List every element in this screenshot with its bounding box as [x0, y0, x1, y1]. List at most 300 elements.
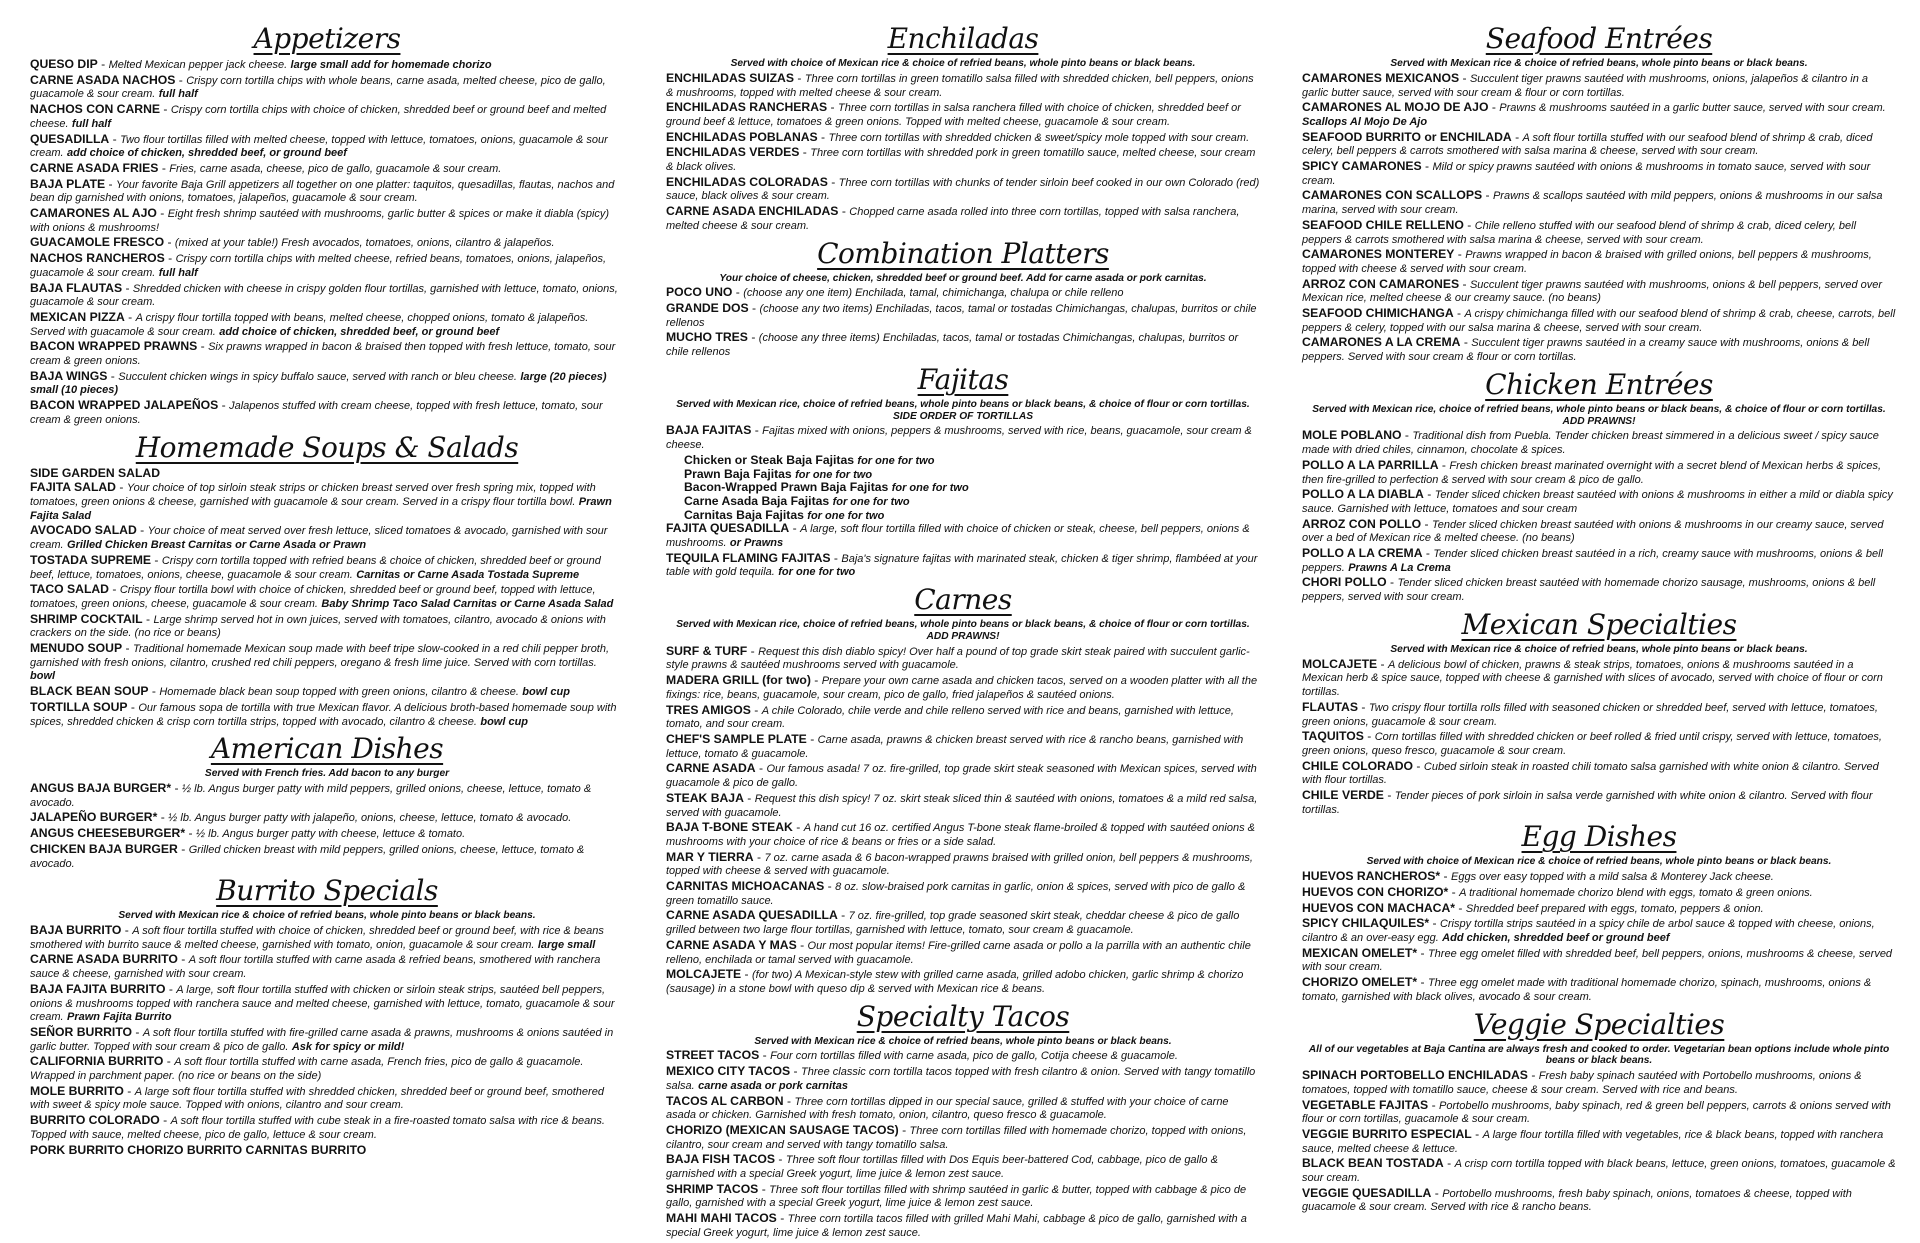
- item-name: NACHOS RANCHEROS: [30, 251, 165, 266]
- item-name: ENCHILADAS RANCHERAS: [666, 100, 828, 115]
- menu-item: STREET TACOS - Four corn tortillas filled with carne asada, pico de gallo, Cotija cheese & guacamole.: [666, 1048, 1178, 1063]
- section-combination-platters: [666, 237, 1260, 359]
- menu-item: CARNE ASADA NACHOS - Crispy corn tortilla chips with whole beans, carne asada, melted cheese, pico de gallo, guacamole & sour cream. full half: [30, 72, 606, 101]
- item-name: BAJA FAJITAS: [666, 423, 752, 438]
- menu-item: SHRIMP TACOS - Three soft flour tortillas filled with shrimp sautéed in garlic & butter, topped with cabbage & pico de gallo, garnished with a special Greek yogurt, lime juice & lemon zest sauce.: [666, 1181, 1247, 1210]
- menu-item: ENCHILADAS COLORADAS - Three corn tortillas with chunks of tender sirloin beef cooked in our own Colorado (red) sauce, black olives & sour cream.: [666, 174, 1260, 203]
- item-name: FLAUTAS: [1302, 699, 1358, 714]
- section-note: Served with Mexican rice, choice of refried beans, whole pinto beans or black beans, & choice of flour or corn tortillas. ADD PRAWNS!: [676, 619, 1250, 642]
- item-name: ENCHILADAS VERDES: [666, 145, 800, 160]
- menu-item: [684, 481, 1260, 495]
- item-name: CHORIZO (MEXICAN SAUSAGE TACOS): [666, 1122, 899, 1137]
- item-name: TAQUITOS: [1302, 729, 1364, 744]
- item-description: ½ lb. Angus burger patty with mild peppers, grilled onions, cheese, lettuce, tomato & avocado.: [30, 783, 592, 809]
- section-specialty-tacos: [666, 1000, 1260, 1240]
- section-note: Served with Mexican rice, choice of refried beans, whole pinto beans or black beans, & choice of flour or corn tortillas. SIDE ORDER OF TORTILLAS: [676, 398, 1250, 422]
- section-title: Enchiladas: [887, 22, 1039, 55]
- item-name: MEXICAN PIZZA: [30, 309, 125, 324]
- section-appetizers: [30, 22, 624, 427]
- section-title: Chicken Entrées: [1485, 367, 1713, 401]
- menu-item: FAJITA SALAD - Your choice of top sirloin steak strips or chicken breast served over fresh spring mix, topped with tomatoes, green onions & cheese, garnished with guacamole & sour cream. Served in a crispy flour tortilla bowl. Prawn Fajita Salad: [30, 480, 612, 522]
- section-enchiladas: [666, 22, 1260, 233]
- item-description: Three soft flour tortillas filled with shrimp sautéed in garlic & butter, topped with cabbage & pico de gallo, garnished with a special Greek yogurt, lime juice & lemon zest sauce.: [666, 1183, 1247, 1210]
- item-description: Crispy corn tortilla chips with melted cheese, refried beans, tomatoes, onions, jalapeños, guacamole & sour cream.: [30, 253, 607, 279]
- item-name: BLACK BEAN TOSTADA: [1302, 1156, 1444, 1171]
- menu-item: FLAUTAS - Two crispy flour tortilla rolls filled with seasoned chicken or shredded beef, served with lettuce, tomatoes, green onions, guacamole & sour cream.: [1302, 699, 1878, 728]
- item-name: JALAPEÑO BURGER*: [30, 810, 158, 825]
- item-name: TRES AMIGOS: [666, 702, 751, 717]
- menu-item: ENCHILADAS POBLANAS - Three corn tortillas with shredded chicken & sweet/spicy mole topped with sour cream.: [666, 129, 1250, 144]
- section-seafood-entr-es: [1302, 22, 1896, 364]
- menu-item: BACON WRAPPED JALAPEÑOS - Jalapenos stuffed with cream cheese, topped with fresh lettuce, tomato, sour cream & green onions.: [30, 398, 603, 426]
- item-description: A large, soft flour tortilla filled with choice of chicken or steak, cheese, bell peppers, onions & mushrooms.: [666, 523, 1250, 550]
- item-options: add choice of chicken, shredded beef, or ground beef: [219, 325, 500, 338]
- item-description: Carne asada, prawns & chicken breast served with rice & rancho beans, garnished with lettuce, tomato & guacamole.: [666, 733, 1244, 760]
- menu-item: CHILE VERDE - Tender pieces of pork sirloin in salsa verde garnished with white onion & cilantro. Served with flour tortillas.: [1302, 788, 1873, 816]
- item-name: SEAFOOD CHILE RELLENO: [1302, 217, 1464, 232]
- menu-item: CAMARONES AL AJO - Eight fresh shrimp sautéed with mushrooms, garlic butter & spices or make it diabla (spicy) with onions & mushrooms!: [30, 206, 610, 234]
- item-description: Three corn tortillas with shredded chicken & sweet/spicy mole topped with sour cream.: [828, 131, 1250, 144]
- menu-item: CAMARONES CON SCALLOPS - Prawns & scallops sautéed with mild peppers, onions & mushrooms in our salsa marina, served with sour cream.: [1302, 188, 1883, 217]
- item-description: Prawns & scallops sautéed with mild peppers, onions & mushrooms in our salsa marina, served with sour cream.: [1302, 190, 1883, 217]
- item-name: CARNE ASADA NACHOS: [30, 72, 176, 87]
- item-name: PORK BURRITO CHORIZO BURRITO CARNITAS BURRITO: [30, 1142, 367, 1157]
- item-description: Chile relleno stuffed with our seafood blend of shrimp & crab, diced celery, bell peppers & carrots smothered with salsa marina & cheese, served with sour cream.: [1302, 219, 1857, 246]
- menu-item: HUEVOS CON MACHACA* - Shredded beef prepared with eggs, tomato, peppers & onion.: [1302, 900, 1764, 915]
- item-description: Prawns wrapped in bacon & braised with grilled onions, bell peppers & mushrooms, topped with cheese & served with sour cream.: [1302, 249, 1872, 275]
- menu-item: STEAK BAJA - Request this dish spicy! 7 oz. skirt steak sliced thin & sautéed with onions, tomatoes & a mild red salsa, served with guacamole.: [666, 790, 1258, 819]
- item-description: A crisp corn tortilla topped with black beans, lettuce, green onions, tomatoes, guacamole & sour cream.: [1302, 1158, 1896, 1185]
- item-description: Four corn tortillas filled with carne asada, pico de gallo, Cotija cheese & guacamole.: [770, 1050, 1178, 1063]
- section-note: Served with Mexican rice & choice of refried beans, whole pinto beans or black beans.: [1390, 58, 1808, 69]
- item-description: Tender sliced chicken breast sautéed with onions & mushrooms in either a mild or diabla spicy sauce. Garnished with lettuce, tomatoes and sour cream: [1302, 489, 1893, 515]
- item-name: MAHI MAHI TACOS: [666, 1211, 777, 1226]
- menu-item: TRES AMIGOS - A chile Colorado, chile verde and chile relleno served with rice and beans, garnished with lettuce, tomato, and sour cream.: [666, 702, 1234, 731]
- menu-column-1: [30, 22, 624, 1243]
- section-fajitas: [666, 363, 1260, 579]
- item-description: A large soft flour tortilla stuffed with shredded chicken, shredded beef or ground beef, smothered with sweet & spicy mole sauce. Topped with onions, cilantro and sour cream.: [30, 1085, 604, 1112]
- menu-item: SEAFOOD CHIMICHANGA - A crispy chimichanga filled with our seafood blend of shrimp & crab, cheese, carrots, bell peppers & celery, topped with our salsa marina & cheese, served with sour cream.: [1302, 306, 1896, 334]
- menu-item: [30, 467, 624, 480]
- menu-item: [684, 468, 1260, 482]
- item-description: Portobello mushrooms, fresh baby spinach, onions, tomatoes & cheese, topped with guacamole & sour cream. Served with rice & rancho beans.: [1302, 1187, 1852, 1214]
- item-name: MENUDO SOUP: [30, 641, 123, 656]
- item-description: Homemade black bean soup topped with green onions, cilantro & cheese.: [159, 686, 519, 699]
- menu-item: [30, 1144, 624, 1157]
- menu-item: CHORIZO OMELET* - Three egg omelet made with traditional homemade chorizo, spinach, mushrooms, onions & tomato, garnished with black olives, avocado & sour cream.: [1302, 975, 1872, 1003]
- menu-item: BAJA FLAUTAS - Shredded chicken with cheese in crispy golden flour tortillas, garnished with lettuce, tomato, onions, guacamole & sour cream.: [30, 280, 618, 309]
- item-options: Grilled Chicken Breast Carnitas or Carne Asada or Prawn: [67, 539, 367, 552]
- menu-item: BURRITO COLORADO - A soft flour tortilla stuffed with cube steak in a fire-roasted tomato salsa with rice & beans. Topped with sauce, melted cheese, pico de gallo, lettuce & sour cream.: [30, 1113, 605, 1141]
- item-description: A crispy chimichanga filled with our seafood blend of shrimp & crab, cheese, carrots, bell peppers & celery, topped with our salsa marina & cheese, served with sour cream.: [1302, 308, 1896, 334]
- menu-item: BAJA WINGS - Succulent chicken wings in spicy buffalo sauce, served with ranch or bleu cheese. large (20 pieces) small (10 pieces): [30, 368, 607, 397]
- item-name: CHILE VERDE: [1302, 788, 1384, 803]
- item-description: (choose any three items) Enchiladas, tacos, tamal or tostadas Chimichangas, chalupas, burritos or chile rellenos: [666, 332, 1239, 359]
- menu-item: CAMARONES A LA CREMA - Succulent tiger prawns sautéed in a creamy sauce with mushrooms, onions & bell peppers. Served with sour cream & flour or corn tortillas.: [1302, 335, 1870, 364]
- item-name: TEQUILA FLAMING FAJITAS: [666, 550, 831, 565]
- menu-item: BAJA FAJITA BURRITO - A large, soft flour tortilla stuffed with chicken or sirloin steak strips, sautéed bell peppers, onions & mushrooms topped with ranchera sauce and melted cheese, garnished with lettuce, tomato, guacamole & sour cream. Prawn Fajita Burrito: [30, 981, 615, 1024]
- menu-item: ENCHILADAS RANCHERAS - Three corn tortillas in salsa ranchera filled with choice of chicken, shredded beef or ground beef & lettuce, tomatoes & green onions. Topped with melted cheese, guacamole & sour cream.: [666, 100, 1241, 128]
- item-name: Prawn Baja Fajitas: [684, 466, 792, 481]
- item-options: Add chicken, shredded beef or ground beef: [1442, 932, 1670, 945]
- item-description: Three egg omelet made with traditional homemade chorizo, spinach, mushrooms, onions & tomato, garnished with black olives, avocado & sour cream.: [1302, 977, 1872, 1003]
- item-description: Three egg omelet filled with shredded beef, bell peppers, onions, mushrooms & cheese, served with sour cream.: [1302, 947, 1893, 974]
- item-description: Three corn tortillas in salsa ranchera filled with choice of chicken, shredded beef or ground beef & lettuce, tomatoes & green onions. Topped with melted cheese, guacamole & sour cream.: [666, 102, 1241, 128]
- item-description: Fajitas mixed with onions, peppers & mushrooms, served with rice, beans, guacamole, sour cream & cheese.: [666, 425, 1252, 452]
- section-note: Served with choice of Mexican rice & choice of refried beans, whole pinto beans or black beans.: [1366, 856, 1832, 868]
- item-description: Six prawns wrapped in bacon & braised then topped with fresh lettuce, tomato, sour cream & green onions.: [30, 341, 616, 368]
- item-name: POLLO A LA DIABLA: [1302, 487, 1424, 502]
- menu-item: BAJA T-BONE STEAK - A hand cut 16 oz. certified Angus T-bone steak flame-broiled & topped with sautéed onions & mushrooms with your choice of rice & beans or fries or a side salad.: [666, 820, 1255, 848]
- item-description: Traditional dish from Puebla. Tender chicken breast simmered in a delicious sweet / spicy sauce made with dried chiles, cinnamon, chocolate & spices.: [1302, 430, 1879, 457]
- menu-item: AVOCADO SALAD - Your choice of meat served over fresh lettuce, sliced tomatoes & avocado, garnished with sour cream. Grilled Chicken Breast Carnitas or Carne Asada or Prawn: [30, 523, 608, 552]
- item-name: SPICY CAMARONES: [1302, 159, 1422, 174]
- section-homemade-soups-salads: [30, 431, 624, 729]
- item-description: A soft flour tortilla stuffed with cube steak in a fire-roasted tomato salsa with rice & beans. Topped with sauce, melted cheese, pico de gallo, lettuce & sour cream.: [30, 1115, 605, 1141]
- item-description: Prawns & mushrooms sautéed in a garlic butter sauce, served with sour cream.: [1499, 102, 1886, 115]
- item-name: MEXICAN OMELET*: [1302, 945, 1418, 960]
- item-name: CAMARONES MONTEREY: [1302, 247, 1455, 262]
- item-description: Fresh baby spinach sautéed with Portobello mushrooms, onions & tomatoes, topped with tomatillo sauce, cheese & sour cream. Served with rice and beans.: [1302, 1070, 1862, 1096]
- item-name: POLLO A LA CREMA: [1302, 546, 1423, 561]
- menu-item: CAMARONES MONTEREY - Prawns wrapped in bacon & braised with grilled onions, bell peppers & mushrooms, topped with cheese & served with sour cream.: [1302, 247, 1872, 275]
- section-title: Fajitas: [917, 362, 1009, 396]
- item-name: SPICY CHILAQUILES*: [1302, 916, 1430, 931]
- item-description: Your favorite Baja Grill appetizers all together on one platter: taquitos, quesadillas, flautas, nachos and bean dip garnished with onions, tomatoes, jalapeños, guacamole & sour cream.: [30, 178, 615, 205]
- item-name: HUEVOS RANCHEROS*: [1302, 869, 1441, 884]
- item-description: Eight fresh shrimp sautéed with mushrooms, garlic butter & spices or make it diabla (spicy) with onions & mushrooms!: [30, 208, 610, 234]
- menu-item: TORTILLA SOUP - Our famous sopa de tortilla with true Mexican flavor. A delicious broth-based homemade soup with spices, shredded chicken & crisp corn tortilla strips, topped with avocado, cilantro & cheese. bowl cup: [30, 699, 617, 728]
- item-name: ENCHILADAS COLORADAS: [666, 174, 828, 189]
- item-options: Ask for spicy or mild!: [291, 1040, 405, 1053]
- item-description: Shredded beef prepared with eggs, tomato, peppers & onion.: [1465, 902, 1764, 915]
- menu-item: CAMARONES MEXICANOS - Succulent tiger prawns sautéed with mushrooms, onions, jalapeños & cilantro in a garlic butter sauce, served with sour cream & flour or corn tortillas.: [1302, 70, 1868, 99]
- item-name: BAJA BURRITO: [30, 923, 122, 938]
- item-name: FAJITA SALAD: [30, 480, 116, 495]
- item-description: Three corn tortillas filled with homemade chorizo, topped with onions, cilantro, sour cream and served with tangy tomatillo salsa.: [666, 1124, 1247, 1151]
- item-name: CARNE ASADA: [666, 761, 756, 776]
- menu-item: CHORI POLLO - Tender sliced chicken breast sautéed with homemade chorizo sausage, mushrooms, onions & bell peppers, served with sour cream.: [1302, 575, 1876, 604]
- section-title: Seafood Entrées: [1485, 22, 1713, 55]
- menu-item: VEGGIE QUESADILLA - Portobello mushrooms, fresh baby spinach, onions, tomatoes & cheese, topped with guacamole & sour cream. Served with rice & rancho beans.: [1302, 1185, 1852, 1214]
- menu-item: BACON WRAPPED PRAWNS - Six prawns wrapped in bacon & braised then topped with fresh lettuce, tomato, sour cream & green onions.: [30, 339, 616, 368]
- item-description: Our most popular items! Fire-grilled carne asada or pollo a la parrilla with an authentic chile relleno, enchilada or tamal served with guacamole.: [666, 939, 1251, 966]
- menu-item: CHORIZO (MEXICAN SAUSAGE TACOS) - Three corn tortillas filled with homemade chorizo, topped with onions, cilantro, sour cream and served with tangy tomatillo salsa.: [666, 1122, 1247, 1151]
- item-description: Three corn tortillas in green tomatillo salsa filled with shredded chicken, bell peppers, onions & mushrooms, topped with melted cheese & sour cream.: [666, 72, 1254, 99]
- item-options: carne asada or pork carnitas: [698, 1079, 848, 1092]
- item-name: CARNE ASADA Y MAS: [666, 937, 797, 952]
- item-description: A soft flour tortilla stuffed with carne asada, French fries, pico de gallo & guacamole. Wrapped in parchment paper. (no rice or beans on the side): [30, 1056, 584, 1083]
- item-description: Tender pieces of pork sirloin in salsa verde garnished with white onion & cilantro. Served with flour tortillas.: [1302, 790, 1873, 816]
- item-description: Your choice of top sirloin steak strips or chicken breast served over fresh spring mix, topped with tomatoes, green onions & cheese, garnished with guacamole & sour cream. Served in a crispy flour tortilla bowl.: [30, 482, 596, 508]
- item-name: SIDE GARDEN SALAD: [30, 465, 161, 480]
- menu-item: BAJA PLATE - Your favorite Baja Grill appetizers all together on one platter: taquitos, quesadillas, flautas, nachos and bean dip garnished with onions, tomatoes, jalapeños, guacamole & sour cream.: [30, 176, 615, 205]
- item-description: A chile Colorado, chile verde and chile relleno served with rice and beans, garnished with lettuce, tomato, and sour cream.: [666, 704, 1234, 731]
- menu-item: SPICY CAMARONES - Mild or spicy prawns sautéed with onions & mushrooms in tomato sauce, served with sour cream.: [1302, 159, 1871, 187]
- item-name: ANGUS BAJA BURGER*: [30, 781, 172, 796]
- item-description: Succulent tiger prawns sautéed in a creamy sauce with mushrooms, onions & bell peppers. Served with sour cream & flour or corn tortillas.: [1302, 337, 1870, 364]
- item-description: Fries, carne asada, cheese, pico de gallo, guacamole & sour cream.: [169, 162, 502, 175]
- menu-item: TACOS AL CARBON - Three corn tortillas dipped in our special sauce, grilled & stuffed with your choice of carne asada or chicken. Garnished with fresh tomato, onion, cilantro, queso fresco & guacamole.: [666, 1093, 1229, 1122]
- item-name: AVOCADO SALAD: [30, 523, 137, 538]
- item-name: Chicken or Steak Baja Fajitas: [684, 452, 855, 467]
- item-description: Prepare your own carne asada and chicken tacos, served on a wooden platter with all the fixings: rice, beans, guacamole, sour cream, pico de gallo, fried jalapeños & sautéed onions.: [666, 675, 1258, 701]
- item-name: CARNITAS MICHOACANAS: [666, 879, 825, 894]
- section-note: Served with Mexican rice & choice of refried beans, whole pinto beans or black beans.: [754, 1035, 1172, 1047]
- item-name: STREET TACOS: [666, 1048, 760, 1063]
- section-title: Mexican Specialties: [1461, 607, 1737, 641]
- item-name: BACON WRAPPED JALAPEÑOS: [30, 398, 219, 413]
- item-description: Request this dish diablo spicy! Over half a pound of top grade skirt steak paired with succulent garlic-style prawns & sautéed mushrooms served with guacamole.: [666, 645, 1250, 672]
- item-options: full half: [158, 266, 198, 279]
- menu-item: BAJA FISH TACOS - Three soft flour tortillas filled with Dos Equis beer-battered Cod, cabbage, pico de gallo & garnished with a special Greek yogurt, lime juice & lemon zest sauce.: [666, 1152, 1218, 1181]
- item-description: Grilled chicken breast with mild peppers, grilled onions, cheese, lettuce, tomato & avocado.: [30, 843, 585, 870]
- item-description: Request this dish spicy! 7 oz. skirt steak sliced thin & sautéed with onions, tomatoes & a mild red salsa, served with guacamole.: [666, 792, 1258, 819]
- item-name: CARNE ASADA ENCHILADAS: [666, 204, 839, 219]
- item-description: Large shrimp served hot in own juices, served with tomatoes, cilantro, avocado & onions with crackers on the side. (no rice or beans): [30, 613, 606, 640]
- item-description: Baja's signature fajitas with marinated steak, chicken & tiger shrimp, flambéed at your table with gold tequila.: [666, 552, 1258, 579]
- item-description: Eggs over easy topped with a mild salsa & Monterey Jack cheese.: [1451, 871, 1774, 884]
- menu-column-3: [1302, 22, 1896, 1243]
- item-name: CAMARONES CON SCALLOPS: [1302, 188, 1483, 203]
- section-note: Served with Mexican rice & choice of refried beans, whole pinto beans or black beans.: [1390, 643, 1808, 655]
- item-name: MEXICO CITY TACOS: [666, 1064, 791, 1079]
- item-name: SURF & TURF: [666, 643, 748, 658]
- item-name: CHORI POLLO: [1302, 575, 1387, 590]
- item-options: Prawn Fajita Burrito: [67, 1011, 172, 1024]
- section-title: Specialty Tacos: [856, 999, 1070, 1033]
- item-description: Shredded chicken with cheese in crispy golden flour tortillas, garnished with lettuce, tomato, onions, guacamole & sour cream.: [30, 282, 618, 309]
- section-note: All of our vegetables at Baja Cantina are always fresh and cooked to order. Vegetarian bean options include whole pinto beans or black beans.: [1308, 1043, 1890, 1067]
- section-title: Homemade Soups & Salads: [135, 430, 519, 464]
- item-options: large small add for homemade chorizo: [290, 59, 492, 71]
- menu-item: POCO UNO - (choose any one item) Enchilada, tamal, chimichanga, chalupa or chile relleno: [666, 285, 1124, 300]
- item-description: Two crispy flour tortilla rolls filled with seasoned chicken or shredded beef, served with lettuce, tomatoes, green onions, guacamole & sour cream.: [1302, 701, 1878, 728]
- item-options: for one for two: [857, 454, 935, 467]
- menu-item: MUCHO TRES - (choose any three items) Enchiladas, tacos, tamal or tostadas Chimichangas, chalupas, burritos or chile rellenos: [666, 330, 1239, 359]
- menu-item: GUACAMOLE FRESCO - (mixed at your table!) Fresh avocados, tomatoes, onions, cilantro & jalapeños.: [30, 235, 555, 250]
- item-name: ENCHILADAS POBLANAS: [666, 129, 818, 144]
- menu-item: ANGUS BAJA BURGER* - ½ lb. Angus burger patty with mild peppers, grilled onions, cheese, lettuce, tomato & avocado.: [30, 781, 592, 809]
- section-title: Egg Dishes: [1521, 820, 1677, 854]
- section-title: Carnes: [914, 583, 1012, 617]
- menu-item: SEAFOOD BURRITO or ENCHILADA - A soft flour tortilla stuffed with our seafood blend of shrimp & crab, diced celery, bell peppers & carrots smothered with salsa marina & cheese, served with sour cream.: [1302, 129, 1873, 158]
- item-name: BAJA FAJITA BURRITO: [30, 981, 166, 996]
- menu-item: BAJA BURRITO - A soft flour tortilla stuffed with choice of chicken, shredded beef or ground beef, with rice & beans smothered with burrito sauce & melted cheese, garnished with tomato, onion, guacamole & sour cream. large small: [30, 923, 604, 951]
- item-name: GRANDE DOS: [666, 301, 749, 316]
- menu-item: SURF & TURF - Request this dish diablo spicy! Over half a pound of top grade skirt steak paired with succulent garlic-style prawns & sautéed mushrooms served with guacamole.: [666, 643, 1250, 672]
- menu-item: QUESADILLA - Two flour tortillas filled with melted cheese, topped with lettuce, tomatoes, onions, guacamole & sour cream. add choice of chicken, shredded beef, or ground beef: [30, 131, 608, 160]
- menu-column-2: [666, 22, 1260, 1243]
- menu-item: CARNE ASADA FRIES - Fries, carne asada, cheese, pico de gallo, guacamole & sour cream.: [30, 160, 502, 175]
- menu-item: NACHOS RANCHEROS - Crispy corn tortilla chips with melted cheese, refried beans, tomatoes, onions, jalapeños, guacamole & sour cream. full half: [30, 251, 607, 279]
- item-description: Portobello mushrooms, baby spinach, red & green bell peppers, carrots & onions served with flour or corn tortillas, guacamole & sour cream.: [1302, 1099, 1891, 1126]
- item-description: Three corn tortillas with chunks of tender sirloin beef cooked in our own Colorado (red) sauce, black olives & sour cream.: [666, 176, 1260, 203]
- item-description: A soft flour tortilla stuffed with our seafood blend of shrimp & crab, diced celery, bell peppers & carrots smothered with salsa marina & cheese, served with sour cream.: [1302, 131, 1873, 158]
- menu-item: ANGUS CHEESEBURGER* - ½ lb. Angus burger patty with cheese, lettuce & tomato.: [30, 826, 466, 841]
- item-description: Succulent tiger prawns sautéed with mushrooms, onions & bell peppers, served over Mexican rice, melted cheese & our creamy sauce. (no beans): [1302, 278, 1883, 305]
- item-name: MAR Y TIERRA: [666, 849, 754, 864]
- item-name: SHRIMP COCKTAIL: [30, 611, 143, 626]
- item-options: for one for two: [832, 495, 910, 508]
- item-options: for one for two: [795, 468, 873, 481]
- item-name: CAMARONES AL MOJO DE AJO: [1302, 100, 1489, 115]
- menu-item: SPICY CHILAQUILES* - Crispy tortilla strips sautéed in a spicy chile de arbol sauce & topped with cheese, onions, cilantro & an over-easy egg. Add chicken, shredded beef or ground beef: [1302, 916, 1875, 945]
- section-mexican-specialties: [1302, 608, 1896, 817]
- item-name: TACOS AL CARBON: [666, 1093, 784, 1108]
- item-name: MOLCAJETE: [666, 967, 742, 982]
- menu-item: CHILE COLORADO - Cubed sirloin steak in roasted chili tomato salsa garnished with white onion & cilantro. Served with flour tortillas.: [1302, 758, 1879, 787]
- item-name: ANGUS CHEESEBURGER*: [30, 826, 186, 841]
- item-description: Three soft flour tortillas filled with Dos Equis beer-battered Cod, cabbage, pico de gallo & garnished with a special Greek yogurt, lime juice & lemon zest sauce.: [666, 1154, 1218, 1181]
- item-name: Carne Asada Baja Fajitas: [684, 493, 830, 508]
- menu-item: TAQUITOS - Corn tortillas filled with shredded chicken or beef rolled & fried until crispy, served with lettuce, tomatoes, green onions, queso fresco, guacamole & sour cream.: [1302, 729, 1882, 757]
- item-description: (mixed at your table!) Fresh avocados, tomatoes, onions, cilantro & jalapeños.: [174, 237, 555, 250]
- item-description: A delicious bowl of chicken, prawns & steak strips, tomatoes, onions & mushrooms sautéed in a Mexican herb & spice sauce, topped with cheese & garnished with slices of avocado, served with choice of flour or corn tortillas.: [1302, 658, 1883, 699]
- item-name: CAMARONES MEXICANOS: [1302, 70, 1460, 85]
- item-description: Our famous asada! 7 oz. fire-grilled, top grade skirt steak seasoned with Mexican spices, served with guacamole & pico de gallo.: [666, 763, 1257, 790]
- section-note: Served with Mexican rice, choice of refried beans, whole pinto beans or black beans, & choice of flour or corn tortillas. ADD PRAWNS!: [1312, 403, 1886, 427]
- item-options: bowl cup: [480, 715, 529, 728]
- section-burrito-specials: [30, 874, 624, 1156]
- menu-item: JALAPEÑO BURGER* - ½ lb. Angus burger patty with jalapeño, onions, cheese, lettuce, tomato & avocado.: [30, 810, 572, 825]
- item-description: Mild or spicy prawns sautéed with onions & mushrooms in tomato sauce, served with sour cream.: [1302, 161, 1871, 187]
- section-note: Your choice of cheese, chicken, shredded beef or ground beef. Add for carne asada or pork carnitas.: [719, 272, 1207, 284]
- menu-item: GRANDE DOS - (choose any two items) Enchiladas, tacos, tamal or tostadas Chimichangas, chalupas, burritos or chile rellenos: [666, 301, 1257, 329]
- item-description: Three corn tortillas with shredded pork in green tomatillo sauce, melted cheese, sour cream & black olives.: [666, 147, 1256, 174]
- item-options: for one for two: [778, 566, 856, 579]
- item-name: CHICKEN BAJA BURGER: [30, 841, 178, 856]
- item-options: Prawns A La Crema: [1348, 561, 1451, 574]
- item-name: QUESADILLA: [30, 131, 110, 146]
- section-note: Served with Mexican rice & choice of refried beans, whole pinto beans or black beans.: [118, 910, 536, 922]
- item-name: TACO SALAD: [30, 582, 109, 597]
- item-description: Crispy corn tortilla chips with whole beans, carne asada, melted cheese, pico de gallo, guacamole & sour cream.: [30, 74, 606, 101]
- menu-item: TOSTADA SUPREME - Crispy corn tortilla topped with refried beans & choice of chicken, shredded beef or ground beef, lettuce, tomatoes, onions, cheese, guacamole & sour cream. Carnitas or Carne Asada Tostada Supreme: [30, 552, 601, 581]
- section-carnes: [666, 583, 1260, 995]
- item-name: SHRIMP TACOS: [666, 1181, 759, 1196]
- item-description: Two flour tortillas filled with melted cheese, topped with lettuce, tomatoes, onions, guacamole & sour cream.: [30, 133, 608, 160]
- menu-item: SEAFOOD CHILE RELLENO - Chile relleno stuffed with our seafood blend of shrimp & crab, diced celery, bell peppers & carrots smothered with salsa marina & cheese, served with sour cream.: [1302, 217, 1857, 246]
- menu-item: BLACK BEAN TOSTADA - A crisp corn tortilla topped with black beans, lettuce, green onions, tomatoes, guacamole & sour cream.: [1302, 1156, 1896, 1185]
- item-description: A soft flour tortilla stuffed with fire-grilled carne asada & prawns, mushrooms & onions sautéed in garlic butter. Topped with sour cream & pico de gallo.: [30, 1026, 614, 1053]
- item-name: CHORIZO OMELET*: [1302, 975, 1418, 990]
- menu-item: TACO SALAD - Crispy flour tortilla bowl with choice of chicken, shredded beef or ground beef, topped with lettuce, tomatoes, green onions, cheese, guacamole & sour cream. Baby Shrimp Taco Salad Carnitas or Carne Asada Salad: [30, 582, 614, 610]
- item-description: 8 oz. slow-braised pork carnitas in garlic, onion & spices, served with pico de gallo & green tomatillo sauce.: [666, 881, 1246, 907]
- menu-item: CAMARONES AL MOJO DE AJO - Prawns & mushrooms sautéed in a garlic butter sauce, served with sour cream. Scallops Al Mojo De Ajo: [1302, 100, 1886, 128]
- menu-item: POLLO A LA PARRILLA - Fresh chicken breast marinated overnight with a secret blend of Mexican herbs & spices, then fire-grilled to perfection & served with sour cream & pico de gallo.: [1302, 457, 1882, 486]
- item-description: Our famous sopa de tortilla with true Mexican flavor. A delicious broth-based homemade soup with spices, shredded chicken & crisp corn tortilla strips, topped with avocado, cilantro & cheese.: [30, 701, 617, 728]
- menu-item: POLLO A LA DIABLA - Tender sliced chicken breast sautéed with onions & mushrooms in either a mild or diabla spicy sauce. Garnished with lettuce, tomatoes and sour cream: [1302, 487, 1893, 515]
- menu-item: CALIFORNIA BURRITO - A soft flour tortilla stuffed with carne asada, French fries, pico de gallo & guacamole. Wrapped in parchment paper. (no rice or beans on the side): [30, 1054, 584, 1083]
- item-name: SPINACH PORTOBELLO ENCHILADAS: [1302, 1068, 1528, 1083]
- item-description: (choose any one item) Enchilada, tamal, chimichanga, chalupa or chile relleno: [743, 287, 1124, 300]
- menu-item: MEXICO CITY TACOS - Three classic corn tortilla tacos topped with fresh cilantro & onion. Served with tangy tomatillo salsa. carne asada or pork carnitas: [666, 1064, 1256, 1092]
- item-name: BAJA T-BONE STEAK: [666, 820, 793, 835]
- item-name: BLACK BEAN SOUP: [30, 684, 149, 699]
- item-description: Fresh chicken breast marinated overnight with a secret blend of Mexican herbs & spices, then fire-grilled to perfection & served with sour cream & pico de gallo.: [1302, 459, 1882, 486]
- item-name: BAJA FLAUTAS: [30, 280, 123, 295]
- item-name: HUEVOS CON CHORIZO*: [1302, 884, 1449, 899]
- item-description: A large, soft flour tortilla stuffed with chicken or sirloin steak strips, sautéed bell peppers, onions & mushrooms topped with ranchera sauce and melted cheese, garnished with lettuce, tomato, guacamole & sour cream.: [30, 983, 615, 1024]
- menu-item: MAR Y TIERRA - 7 oz. carne asada & 6 bacon-wrapped prawns braised with grilled onion, bell peppers & mushrooms, topped with cheese & served with guacamole.: [666, 849, 1253, 878]
- section-title: Veggie Specialties: [1473, 1007, 1725, 1041]
- item-description: Melted Mexican pepper jack cheese.: [108, 59, 288, 71]
- menu-item: BAJA FAJITAS - Fajitas mixed with onions, peppers & mushrooms, served with rice, beans, guacamole, sour cream & cheese.: [666, 423, 1252, 452]
- item-description: ½ lb. Angus burger patty with cheese, lettuce & tomato.: [195, 828, 466, 841]
- item-options: full half: [71, 117, 112, 130]
- item-options: full half: [158, 88, 198, 101]
- item-name: QUESO DIP: [30, 57, 98, 71]
- menu-item: CARNITAS MICHOACANAS - 8 oz. slow-braised pork carnitas in garlic, onion & spices, served with pico de gallo & green tomatillo sauce.: [666, 879, 1246, 907]
- item-options: Scallops Al Mojo De Ajo: [1302, 115, 1428, 128]
- item-name: ARROZ CON CAMARONES: [1302, 276, 1460, 291]
- menu-item: ENCHILADAS SUIZAS - Three corn tortillas in green tomatillo salsa filled with shredded chicken, bell peppers, onions & mushrooms, topped with melted cheese & sour cream.: [666, 70, 1254, 99]
- item-description: 7 oz. carne asada & 6 bacon-wrapped prawns braised with grilled onion, bell peppers & mushrooms, topped with cheese & served with guacamole.: [666, 851, 1253, 878]
- menu-item: CARNE ASADA QUESADILLA - 7 oz. fire-grilled, top grade seasoned skirt steak, cheddar cheese & pico de gallo grilled between two large flour tortillas, garnished with lettuce, tomato, sour cream & guacamole.: [666, 908, 1240, 937]
- item-description: Traditional homemade Mexican soup made with beef tripe slow-cooked in a red chili pepper broth, garnished with fresh onions, cilantro, crushed red chili peppers, oregano & fresh lime juice. Served with corn tortillas.: [30, 643, 610, 669]
- item-description: Tender sliced chicken breast sautéed in a rich, creamy sauce with mushrooms, onions & bell peppers.: [1302, 548, 1883, 574]
- item-description: A soft flour tortilla stuffed with choice of chicken, shredded beef or ground beef, with rice & beans smothered with burrito sauce & melted cheese, garnished with tomato, onion, guacamole & sour cream.: [30, 925, 604, 951]
- item-name: CHILE COLORADO: [1302, 758, 1414, 773]
- menu-item: MOLE POBLANO - Traditional dish from Puebla. Tender chicken breast simmered in a delicious sweet / spicy sauce made with dried chiles, cinnamon, chocolate & spices.: [1302, 428, 1879, 457]
- item-name: BAJA PLATE: [30, 176, 106, 191]
- item-name: VEGETABLE FAJITAS: [1302, 1097, 1429, 1112]
- menu-item: SPINACH PORTOBELLO ENCHILADAS - Fresh baby spinach sautéed with Portobello mushrooms, onions & tomatoes, topped with tomatillo sauce, cheese & sour cream. Served with rice and beans.: [1302, 1068, 1862, 1096]
- item-description: (for two) A Mexican-style stew with grilled carne asada, grilled adobo chicken, garlic shrimp & chorizo (sausage) in a stone bowl with queso dip & served with Mexican rice & beans.: [666, 969, 1244, 995]
- item-description: Three corn tortillas dipped in our special sauce, grilled & stuffed with your choice of carne asada or chicken. Garnished with fresh tomato, onion, cilantro, queso fresco & guacamole.: [666, 1095, 1229, 1122]
- item-name: FAJITA QUESADILLA: [666, 521, 790, 536]
- item-description: Chopped carne asada rolled into three corn tortillas, topped with salsa ranchera, melted cheese & sour cream.: [666, 206, 1240, 232]
- item-name: MOLE POBLANO: [1302, 428, 1402, 443]
- item-name: CARNE ASADA QUESADILLA: [666, 908, 838, 923]
- section-egg-dishes: [1302, 820, 1896, 1003]
- item-description: Crispy corn tortilla chips with choice of chicken, shredded beef or ground beef and melted cheese.: [30, 104, 607, 130]
- item-description: Tender sliced chicken breast sautéed with onions & mushrooms in our creamy sauce, served over a bed of Mexican rice & melted cheese. (no beans): [1302, 518, 1884, 545]
- item-description: Crispy tortilla strips sautéed in a spicy chile de arbol sauce & topped with cheese, onions, cilantro & an over-easy egg.: [1302, 918, 1875, 945]
- menu-item: [684, 495, 1260, 509]
- item-description: ½ lb. Angus burger patty with jalapeño, onions, cheese, lettuce, tomato & avocado.: [168, 812, 572, 825]
- item-name: BAJA FISH TACOS: [666, 1152, 776, 1167]
- item-options: bowl: [30, 670, 56, 683]
- item-name: GUACAMOLE FRESCO: [30, 235, 165, 250]
- menu-item: MOLCAJETE - (for two) A Mexican-style stew with grilled carne asada, grilled adobo chicken, garlic shrimp & chorizo (sausage) in a stone bowl with queso dip & served with Mexican rice & beans.: [666, 967, 1244, 995]
- item-name: BAJA WINGS: [30, 368, 108, 383]
- item-name: TOSTADA SUPREME: [30, 552, 151, 567]
- item-name: BACON WRAPPED PRAWNS: [30, 339, 198, 354]
- item-name: VEGGIE BURRITO ESPECIAL: [1302, 1126, 1472, 1141]
- item-name: ENCHILADAS SUIZAS: [666, 70, 794, 85]
- item-name: SEAFOOD BURRITO or ENCHILADA: [1302, 129, 1512, 144]
- menu-item: NACHOS CON CARNE - Crispy corn tortilla chips with choice of chicken, shredded beef or ground beef and melted cheese. full half: [30, 102, 607, 130]
- menu-item: BLACK BEAN SOUP - Homemade black bean soup topped with green onions, cilantro & cheese. bowl cup: [30, 684, 570, 699]
- menu-item: ARROZ CON CAMARONES - Succulent tiger prawns sautéed with mushrooms, onions & bell peppers, served over Mexican rice, melted cheese & our creamy sauce. (no beans): [1302, 276, 1883, 305]
- section-note: Served with French fries. Add bacon to any burger: [204, 768, 450, 780]
- section-note: Served with choice of Mexican rice & choice of refried beans, whole pinto beans or black beans.: [730, 58, 1196, 69]
- section-veggie-specialties: [1302, 1008, 1896, 1215]
- menu-item: ENCHILADAS VERDES - Three corn tortillas with shredded pork in green tomatillo sauce, melted cheese, sour cream & black olives.: [666, 145, 1256, 174]
- menu-item: MEXICAN OMELET* - Three egg omelet filled with shredded beef, bell peppers, onions, mushrooms & cheese, served with sour cream.: [1302, 945, 1893, 974]
- section-title: Burrito Specials: [216, 874, 438, 908]
- menu-item: MOLCAJETE - A delicious bowl of chicken, prawns & steak strips, tomatoes, onions & mushrooms sautéed in a Mexican herb & spice sauce, topped with cheese & garnished with slices of avocado, served with choice of flour or corn tortillas.: [1302, 656, 1883, 699]
- item-name: POCO UNO: [666, 285, 733, 300]
- item-description: Succulent tiger prawns sautéed with mushrooms, onions, jalapeños & cilantro in a garlic butter sauce, served with sour cream & flour or corn tortillas.: [1302, 72, 1868, 99]
- item-name: MADERA GRILL (for two): [666, 673, 811, 688]
- item-description: 7 oz. fire-grilled, top grade seasoned skirt steak, cheddar cheese & pico de gallo grilled between two large flour tortillas, garnished with lettuce, tomato, sour cream & guacamole.: [666, 910, 1240, 937]
- menu-item: MEXICAN PIZZA - A crispy flour tortilla topped with beans, melted cheese, chopped onions, tomato & jalapeños. Served with guacamole & sour cream. add choice of chicken, shredded beef, or ground beef: [30, 309, 589, 338]
- menu-item: MENUDO SOUP - Traditional homemade Mexican soup made with beef tripe slow-cooked in a red chili pepper broth, garnished with fresh onions, cilantro, crushed red chili peppers, oregano & fresh lime juice. Served with corn tortillas. bowl: [30, 641, 610, 683]
- item-name: Bacon-Wrapped Prawn Baja Fajitas: [684, 480, 889, 495]
